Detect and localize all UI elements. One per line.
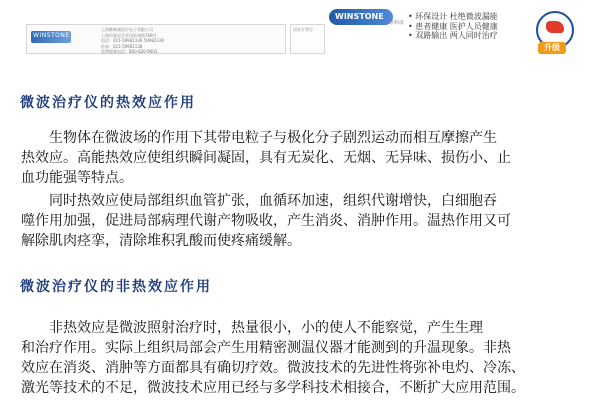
paragraph-thermal-2 [21,191,579,251]
text-line: 生物体在微波场的作用下其带电粒子与极化分子剧烈运动而相互摩擦产生 [21,130,497,146]
section-heading-thermal: 微波治疗仪的热效应作用 [20,95,196,111]
company-line: 免费服务电话：800-820-9603 [101,49,158,54]
header-banner [0,0,593,66]
text-line: 非热效应是微波照射治疗时，热量很小，小的使人不能察觉，产生生理 [21,320,483,336]
company-info [101,27,281,55]
text-line: 血功能强等特点。 [21,170,133,186]
company-line: 电话：021-59981336 59982336 [101,38,165,43]
company-logo-text: WINSTONE [33,32,70,39]
brand-subtitle: 维顿康 [389,20,405,26]
slogan-item: • 环保设计 杜绝微波漏能 [408,12,498,21]
text-line: 效应在消炎、消肿等方面都具有确切疗效。微波技术的先进性将弥补电灼、冷冻、 [21,360,525,376]
brand-logo-text: WINSTONE [335,12,384,21]
text-line: 激光等技术的不足，微波技术应用已经与多学科技术相接合，不断扩大应用范围。 [21,380,525,396]
section-heading-nonthermal: 微波治疗仪的非热效应作用 [20,279,212,295]
china-map-icon [546,21,564,33]
text-line: 解除肌肉痉挛，清除堆积乳酸而使疼痛缓解。 [21,233,301,249]
brand-logo [329,9,393,25]
company-line: 上海市嘉定区外冈泉州路768号 [101,32,157,38]
slogan-list [408,12,498,41]
company-card [26,24,286,54]
patent-card [290,24,325,54]
patent-text: 国家专利号 [293,27,313,32]
company-line: 上海维顿康医疗电子有限公司 [101,27,153,32]
paragraph-thermal-1 [21,128,579,188]
text-line: 同时热效应使局部组织血管扩张，血循环加速，组织代谢增快，白细胞吞 [21,193,497,209]
paragraph-nonthermal [21,318,579,398]
text-line: 热效应。高能热效应使组织瞬间凝固，具有无炭化、无烟、无异味、损伤小、止 [21,150,511,166]
slogan-item: • 双路输出 两人同时治疗 [408,31,498,40]
upgrade-badge: 升级 [538,42,566,54]
company-line: 传真：021-59981138 [101,43,143,49]
text-line: 和治疗作用。实际上组织局部会产生用精密测温仪器才能测到的升温现象。非热 [21,340,511,356]
text-line: 噬作用加强，促进局部病理代谢产物吸收，产生消炎、消肿作用。温热作用又可 [21,213,511,229]
slogan-item: • 患者健康 医护人员健康 [408,21,498,31]
